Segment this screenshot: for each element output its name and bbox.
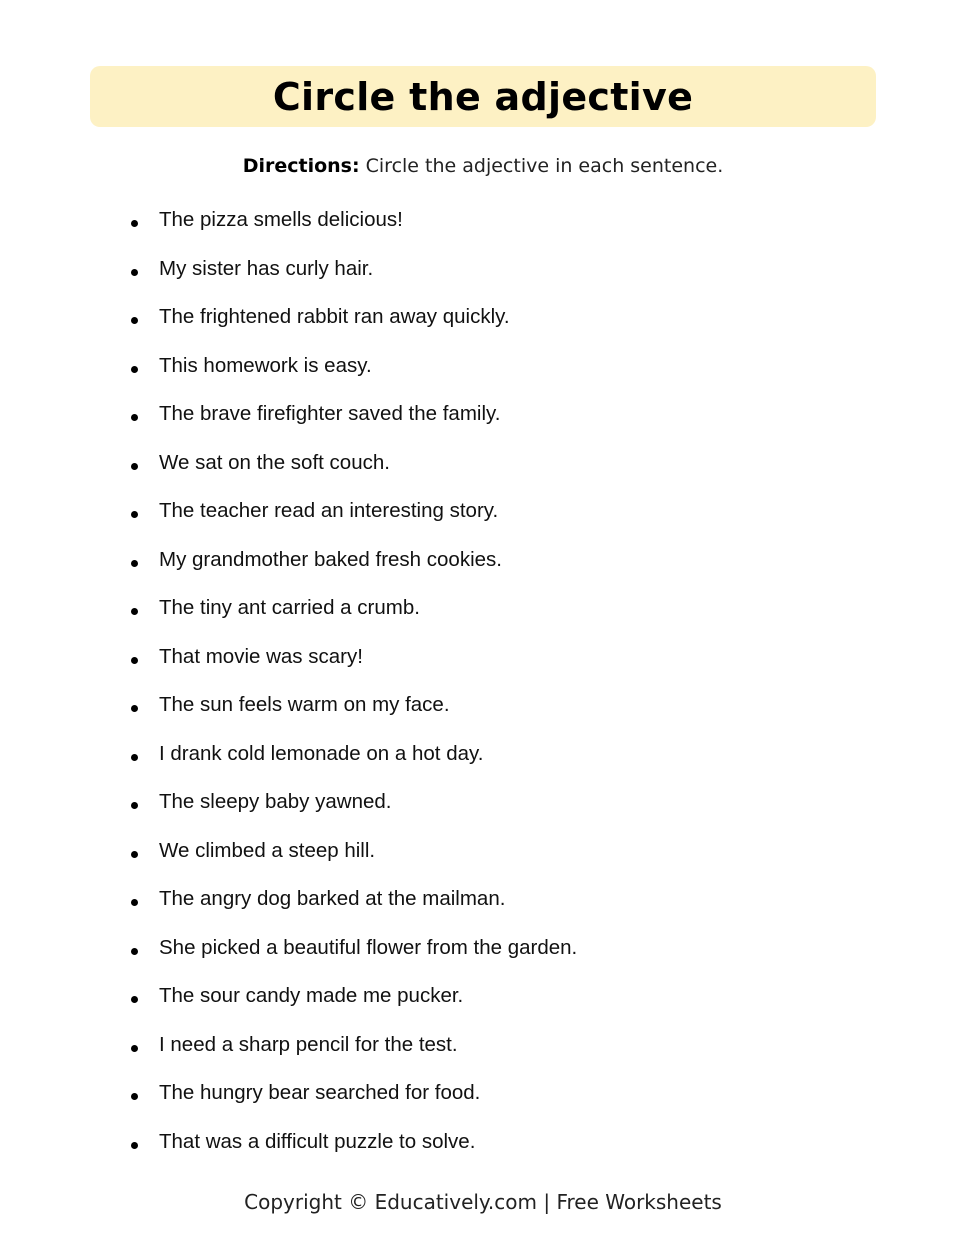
sentence-text: I need a sharp pencil for the test. — [159, 1032, 458, 1056]
bullet-icon — [131, 366, 138, 373]
bullet-icon — [131, 754, 138, 761]
list-item — [131, 742, 577, 791]
list-item — [131, 257, 577, 306]
sentence-text: The brave firefighter saved the family. — [159, 402, 501, 425]
list-item — [131, 887, 577, 936]
list-item — [131, 305, 577, 354]
list-item — [131, 790, 577, 839]
bullet-icon — [131, 657, 138, 664]
list-item — [131, 402, 577, 451]
directions-text: Circle the adjective in each sentence. — [359, 155, 724, 177]
directions — [0, 155, 966, 177]
bullet-icon — [131, 802, 138, 809]
sentence-text: The hungry bear searched for food. — [159, 1081, 481, 1104]
sentence-text: The sour candy made me pucker. — [159, 984, 464, 1007]
bullet-icon — [131, 1142, 138, 1149]
page-title: Circle the adjective — [272, 74, 694, 119]
title-banner — [90, 66, 876, 127]
sentence-text: The teacher read an interesting story. — [159, 499, 499, 522]
bullet-icon — [131, 1045, 138, 1052]
sentence-text: The sleepy baby yawned. — [159, 790, 392, 813]
list-item — [131, 645, 577, 694]
bullet-icon — [131, 269, 138, 276]
sentence-text: The tiny ant carried a crumb. — [159, 596, 420, 619]
sentence-text: We sat on the soft couch. — [159, 450, 390, 474]
list-item — [131, 1130, 577, 1179]
list-item — [131, 1033, 577, 1082]
bullet-icon — [131, 317, 138, 324]
sentence-text: The pizza smells delicious! — [159, 208, 403, 231]
sentence-text: My grandmother baked fresh cookies. — [159, 547, 502, 571]
list-item — [131, 984, 577, 1033]
sentence-text: The angry dog barked at the mailman. — [159, 887, 506, 910]
list-item — [131, 693, 577, 742]
bullet-icon — [131, 1093, 138, 1100]
bullet-icon — [131, 220, 138, 227]
list-item — [131, 354, 577, 403]
sentence-text: That was a difficult puzzle to solve. — [159, 1129, 476, 1153]
sentence-text: The frightened rabbit ran away quickly. — [159, 305, 510, 328]
list-item — [131, 208, 577, 257]
list-item — [131, 839, 577, 888]
list-item — [131, 936, 577, 985]
bullet-icon — [131, 511, 138, 518]
bullet-icon — [131, 560, 138, 567]
list-item — [131, 499, 577, 548]
bullet-icon — [131, 948, 138, 955]
list-item — [131, 1081, 577, 1130]
list-item — [131, 451, 577, 500]
bullet-icon — [131, 414, 138, 421]
sentence-text: My sister has curly hair. — [159, 256, 374, 280]
list-item — [131, 548, 577, 597]
bullet-icon — [131, 899, 138, 906]
sentence-text: That movie was scary! — [159, 644, 363, 668]
sentence-text: We climbed a steep hill. — [159, 838, 376, 862]
bullet-icon — [131, 996, 138, 1003]
bullet-icon — [131, 705, 138, 712]
bullet-icon — [131, 608, 138, 615]
sentence-list — [131, 208, 577, 1178]
sentence-text: This homework is easy. — [159, 353, 372, 377]
sentence-text: The sun feels warm on my face. — [159, 693, 450, 716]
directions-label: Directions: — [242, 155, 360, 177]
bullet-icon — [131, 463, 138, 470]
bullet-icon — [131, 851, 138, 858]
footer-copyright: Copyright © Educatively.com | Free Worksheets — [244, 1190, 722, 1214]
sentence-text: She picked a beautiful flower from the garden. — [159, 935, 578, 959]
sentence-text: I drank cold lemonade on a hot day. — [159, 741, 484, 765]
list-item — [131, 596, 577, 645]
